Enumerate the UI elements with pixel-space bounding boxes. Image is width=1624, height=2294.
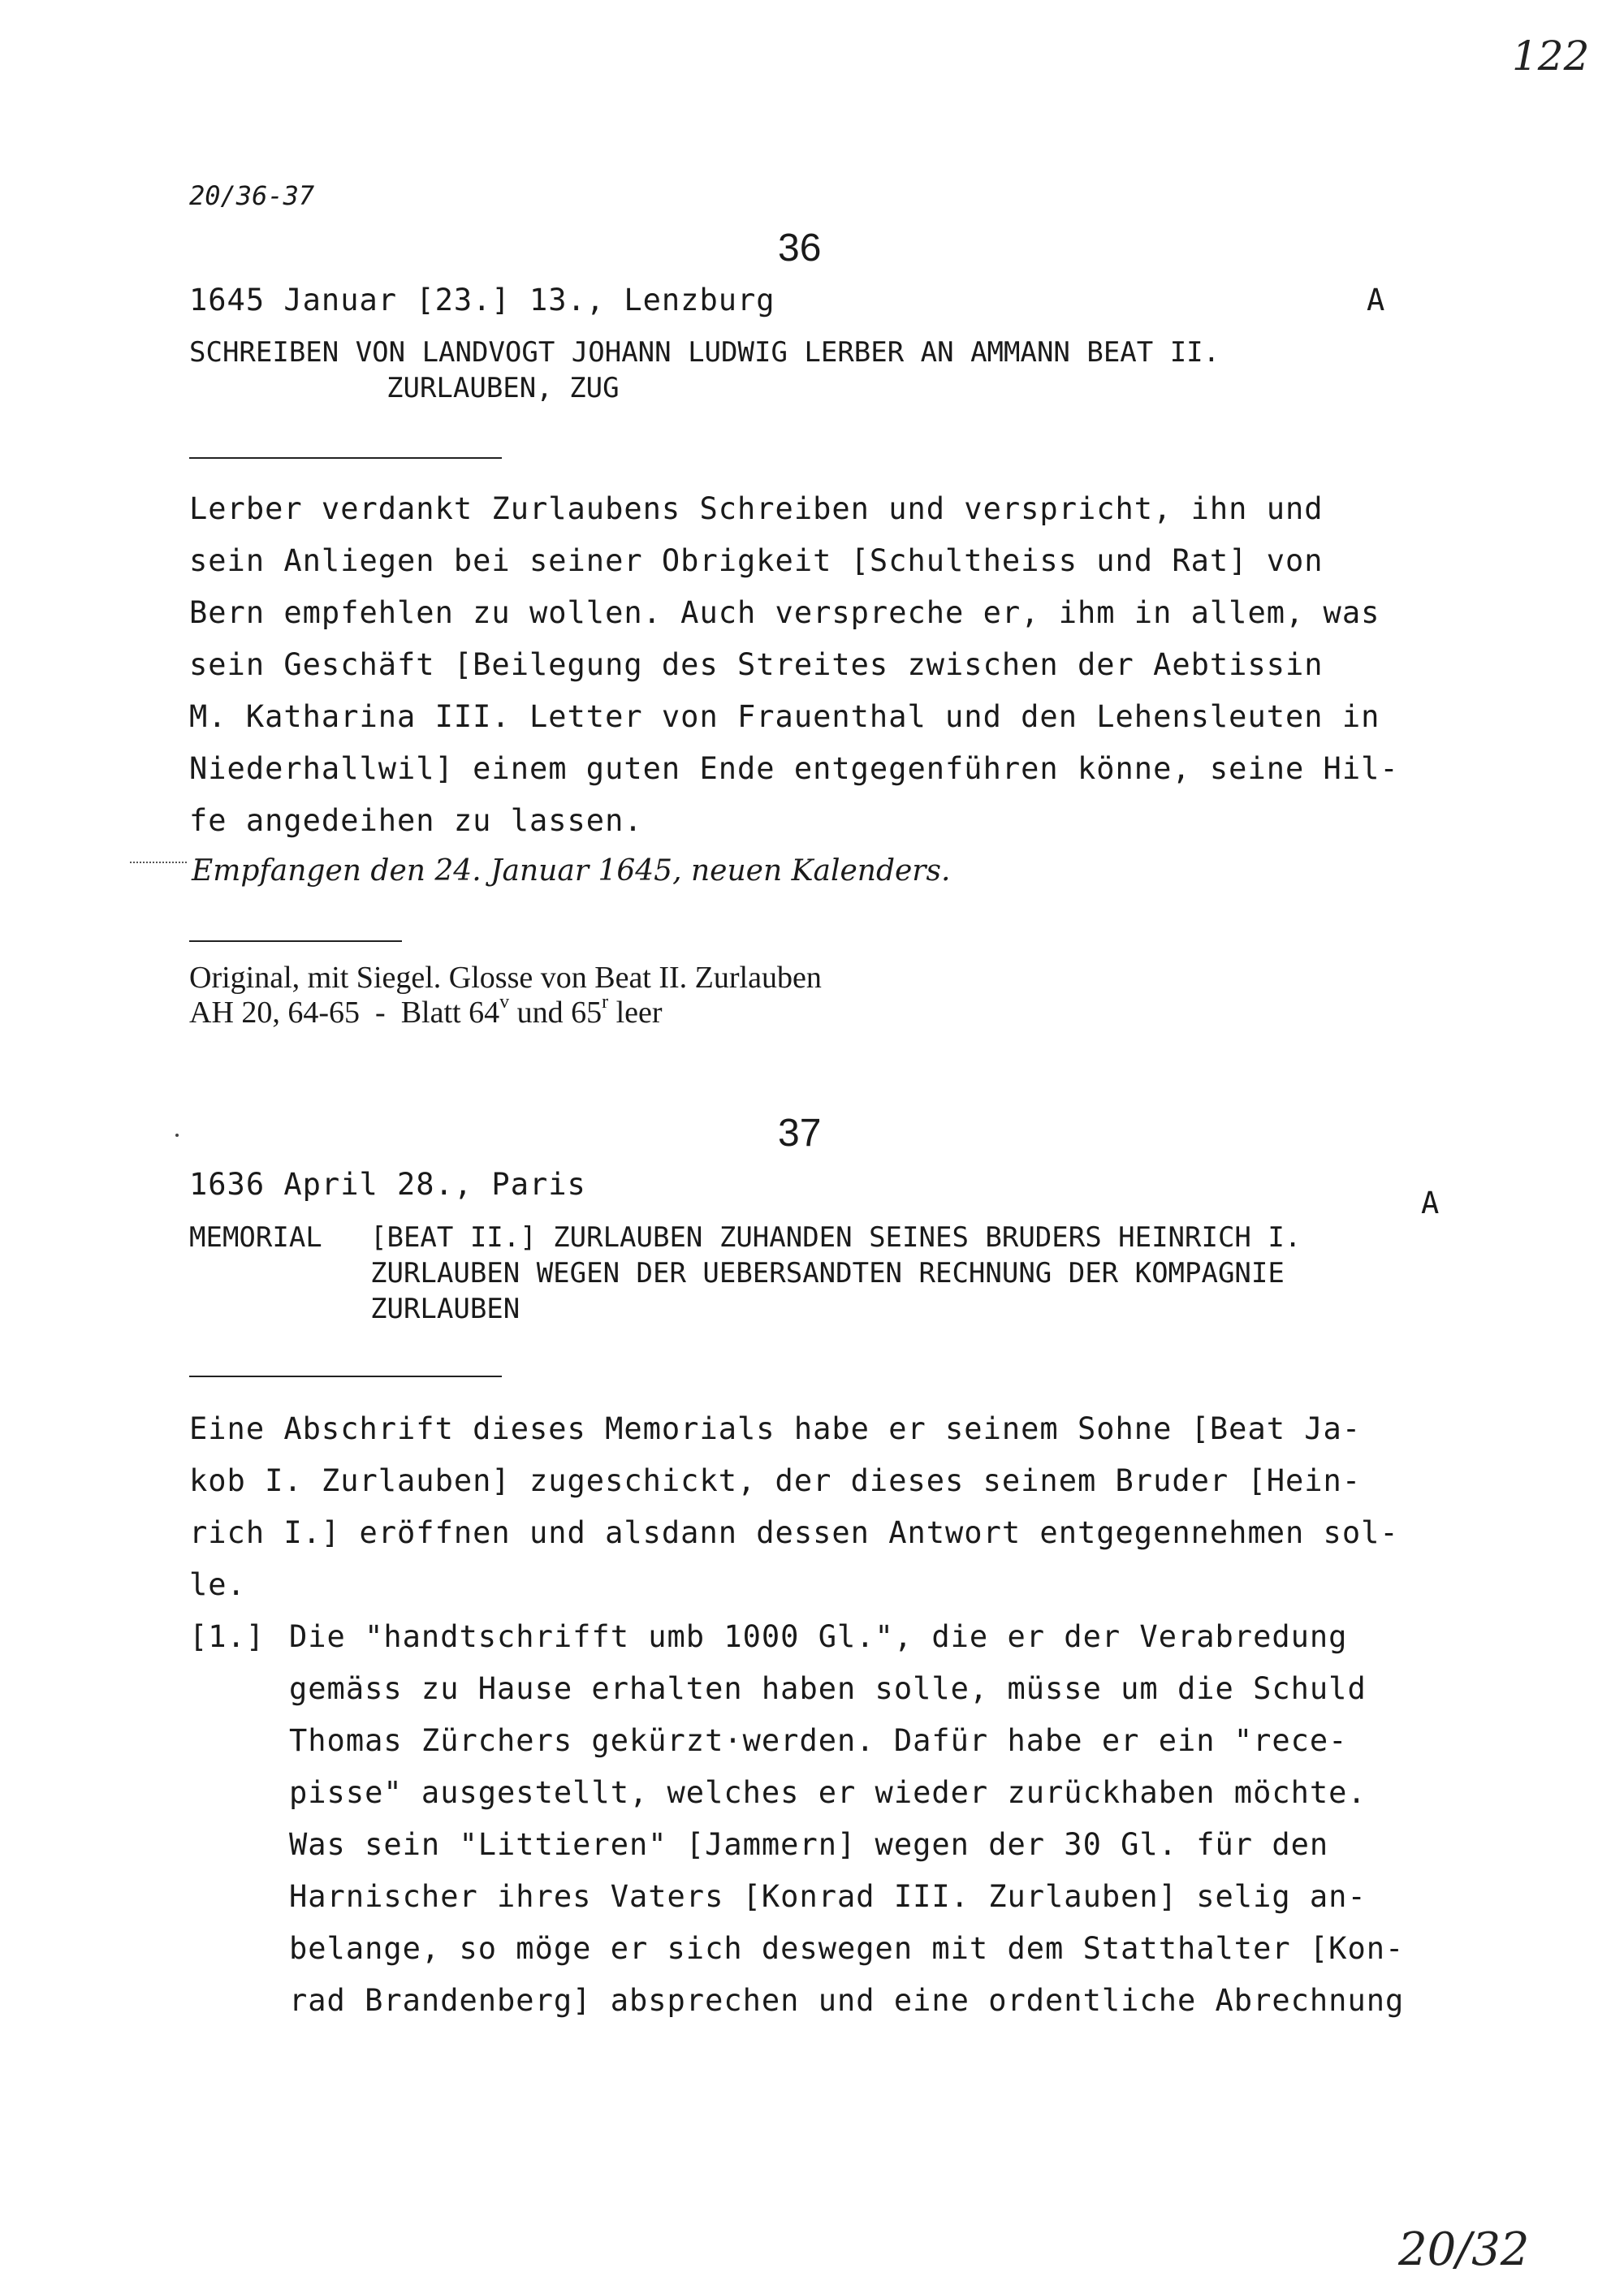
source-ref-text: und 65 <box>509 996 603 1030</box>
doc37-body-line: rich I.] eröffnen und alsdann dessen Antwort entgegennehmen sol- <box>189 1515 1399 1550</box>
doc36-body-line: sein Anliegen bei seiner Obrigkeit [Schultheiss und Rat] von <box>189 543 1324 578</box>
doc37-title-label: MEMORIAL <box>189 1221 322 1254</box>
doc36-source-line-1: Original, mit Siegel. Glosse von Beat II. Zurlauben <box>189 961 822 995</box>
item-line: pisse" ausgestellt, welches er wieder zurückhaben möchte. <box>289 1775 1367 1810</box>
handwritten-folio-number: 20/32 <box>1398 2223 1530 2276</box>
document-number-37: 37 <box>778 1112 822 1155</box>
item-line: Thomas Zürchers gekürzt·werden. Dafür habe er ein "rece- <box>289 1723 1348 1758</box>
item-label: [1.] <box>189 1619 266 1654</box>
item-line: gemäss zu Hause erhalten haben solle, müsse um die Schuld <box>289 1671 1367 1706</box>
doc37-date-place: 1636 April 28., Paris <box>189 1167 586 1202</box>
archive-reference: 20/36-37 <box>189 180 315 211</box>
doc36-separator-1 <box>189 457 502 459</box>
item-line: rad Brandenberg] absprechen und eine ordentliche Abrechnung <box>289 1983 1405 2018</box>
item-line: Harnischer ihres Vaters [Konrad III. Zurlauben] selig an- <box>289 1879 1367 1914</box>
stray-dot <box>175 1134 179 1137</box>
recto-superscript: r <box>602 991 609 1013</box>
doc36-title-line-1: SCHREIBEN VON LANDVOGT JOHANN LUDWIG LERBER AN AMMANN BEAT II. <box>189 336 1220 369</box>
doc36-body-line: sein Geschäft [Beilegung des Streites zwischen der Aebtissin <box>189 647 1324 682</box>
doc36-source-line-2 <box>189 991 663 1030</box>
verso-superscript: v <box>499 991 510 1013</box>
doc36-body-line: Niederhallwil] einem guten Ende entgegenführen könne, seine Hil- <box>189 751 1399 786</box>
source-ref-text: AH 20, 64-65 - Blatt 64 <box>189 996 500 1030</box>
doc37-body-line: le. <box>189 1567 246 1602</box>
item-line: belange, so möge er sich deswegen mit dem Statthalter [Kon- <box>289 1931 1405 1966</box>
doc37-body-line: Eine Abschrift dieses Memorials habe er seinem Sohne [Beat Ja- <box>189 1411 1362 1446</box>
item-line: Was sein "Littieren" [Jammern] wegen der 30 Gl. für den <box>289 1827 1329 1862</box>
doc36-separator-2 <box>189 940 402 942</box>
doc37-title-line-1: [BEAT II.] ZURLAUBEN ZUHANDEN SEINES BRUDERS HEINRICH I. <box>370 1221 1302 1254</box>
doc36-title-line-2: ZURLAUBEN, ZUG <box>387 372 620 404</box>
doc37-title-line-2: ZURLAUBEN WEGEN DER UEBERSANDTEN RECHNUNG DER KOMPAGNIE <box>370 1257 1285 1290</box>
doc36-marker: A <box>1367 283 1386 318</box>
doc37-separator <box>189 1376 502 1377</box>
doc36-body-line: fe angedeihen zu lassen. <box>189 803 643 838</box>
doc36-body-line: Bern empfehlen zu wollen. Auch verspreche er, ihm in allem, was <box>189 595 1380 630</box>
doc37-title-line-3: ZURLAUBEN <box>370 1293 520 1325</box>
doc36-body-line: M. Katharina III. Letter von Frauenthal und den Lehensleuten in <box>189 699 1380 734</box>
margin-dotted-mark <box>130 862 187 863</box>
doc36-received-note: Empfangen den 24. Januar 1645, neuen Kalenders. <box>192 854 951 888</box>
doc37-body-line: kob I. Zurlauben] zugeschickt, der dieses seinem Bruder [Hein- <box>189 1463 1362 1498</box>
doc36-date-place: 1645 Januar [23.] 13., Lenzburg <box>189 283 775 318</box>
source-ref-text: leer <box>608 996 663 1030</box>
handwritten-page-number: 122 <box>1512 32 1590 80</box>
document-number-36: 36 <box>778 227 822 270</box>
doc37-marker: A <box>1421 1186 1440 1220</box>
doc36-body-line: Lerber verdankt Zurlaubens Schreiben und verspricht, ihn und <box>189 491 1324 526</box>
item-line: Die "handtschrifft umb 1000 Gl.", die er der Verabredung <box>289 1619 1348 1654</box>
